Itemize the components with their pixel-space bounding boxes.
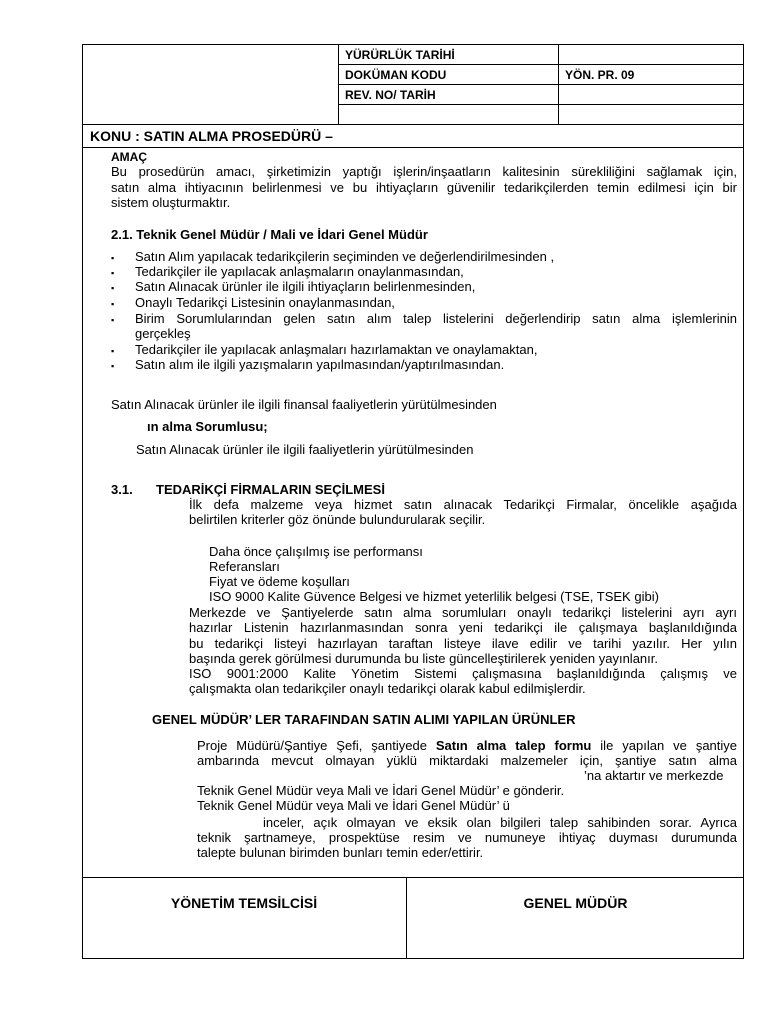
genel-line-7: teknik şartnameye, prospektüse resim ve numuneye ihtiyaç duyması durumunda — [197, 830, 737, 845]
section-31-intro-2: belirtilen kriterler göz önünde bulundurularak seçilir. — [189, 512, 486, 527]
bullet-item: Onaylı Tedarikçi Listesinin onaylanmasından, — [135, 295, 395, 310]
title-bottom-line — [82, 147, 744, 148]
criteria-item: ISO 9000 Kalite Güvence Belgesi ve hizmet yeterlilik belgesi (TSE, TSEK gibi) — [209, 589, 659, 604]
header-label-doc-code: DOKÜMAN KODU — [345, 68, 447, 82]
section-21-heading: 2.1. Teknik Genel Müdür / Mali ve İdari Genel Müdür — [111, 227, 428, 242]
genel-section-heading: GENEL MÜDÜR’ LER TARAFINDAN SATIN ALIMI YAPILAN ÜRÜNLER — [152, 712, 576, 727]
genel-line-8: talepte bulunan birimden bunları temin eder/ettirir. — [197, 845, 484, 860]
section-31-paragraph-line: Merkezde ve Şantiyelerde satın alma sorumluları onaylı tedarikçi listelerini ayrı ayrı — [189, 605, 737, 620]
genel-line-4: Teknik Genel Müdür veya Mali ve İdari Genel Müdür’ e gönderir. — [197, 783, 565, 798]
sorumlu-line: Satın Alınacak ürünler ile ilgili faaliyetlerin yürütülmesinden — [136, 442, 474, 457]
genel-line-5: Teknik Genel Müdür veya Mali ve İdari Genel Müdür’ ü — [197, 798, 510, 813]
header-label-rev: REV. NO/ TARİH — [345, 88, 436, 102]
section-31-paragraph-line: çalışmakta olan tedarikçiler onaylı tedarikçi olarak kabul edilmişlerdir. — [189, 681, 586, 696]
section-31-paragraph-line: ISO 9001:2000 Kalite Yönetim Sistemi çalışmasına başlanıldığında çalışmış ve — [189, 666, 737, 681]
section-31-intro-1: İlk defa malzeme veya hizmet satın alınacak Tedarikçi Firmalar, öncelikle aşağıda — [189, 497, 737, 512]
bullet-marker: ▪ — [111, 315, 115, 325]
section-31-paragraph-line: bu tedarikçi listeyi hazırlayan taraftan listeye ilave edilir ve tarihi yazılır. Her yılın — [189, 636, 737, 651]
genel-line-1: Proje Müdürü/Şantiye Şefi, şantiyede Satın alma talep formu ile yapılan ve şantiye — [197, 738, 738, 753]
genel-line-3: ’na aktartır ve merkezde — [584, 768, 724, 783]
footer-top-line — [82, 877, 744, 878]
header-row-line-3 — [338, 104, 744, 105]
amac-line-3: sistem oluşturmaktır. — [111, 195, 231, 210]
criteria-item: Fiyat ve ödeme koşulları — [209, 574, 350, 589]
bullet-marker: ▪ — [111, 346, 115, 356]
bullet-marker: ▪ — [111, 299, 115, 309]
criteria-item: Referansları — [209, 559, 280, 574]
section-31-paragraph-line: hazırlar Listenin hazırlanmasından sonra yeni tedarikçi ile çalışmaya başlanıldığında — [189, 620, 737, 635]
footer-general-manager: GENEL MÜDÜR — [523, 895, 628, 911]
bullet-marker: ▪ — [111, 268, 115, 278]
amac-heading: AMAÇ — [111, 150, 147, 164]
header-row-line-1 — [338, 64, 744, 65]
bullet-item: Satın alım ile ilgili yazışmaların yapılmasından/yaptırılmasından. — [135, 357, 505, 372]
genel-line-6: inceler, açık olmayan ve eksik olan bilgileri talep sahibinden sorar. Ayrıca — [263, 815, 737, 830]
amac-line-2: satın alma ihtiyacının belirlenmesi ve bu ihtiyaçların güvenilir tedarikçilerden temin edilmesi için bir — [111, 180, 737, 195]
page-title: KONU : SATIN ALMA PROSEDÜRÜ – — [90, 128, 333, 144]
bullet-marker: ▪ — [111, 361, 115, 371]
bullet-item: Birim Sorumlularından gelen satın alım talep listelerini değerlendirip satın alma işlemlerinin — [135, 311, 737, 326]
footer-divider — [406, 877, 407, 959]
header-value-doc-code: YÖN. PR. 09 — [565, 68, 635, 82]
sorumlu-heading: ın alma Sorumlusu; — [147, 419, 268, 434]
footer-management-representative: YÖNETİM TEMSİLCİSİ — [170, 895, 318, 911]
bullet-marker: ▪ — [111, 283, 115, 293]
bullet-item: Tedarikçiler ile yapılacak anlaşmaları hazırlamaktan ve onaylamaktan, — [135, 342, 538, 357]
bullet-item: Satın Alınacak ürünler ile ilgili ihtiyaçların belirlenmesinden, — [135, 279, 476, 294]
header-bottom-line — [82, 124, 744, 125]
header-row-line-2 — [338, 84, 744, 85]
section-31-paragraph-line: başında gerek görülmesi durumunda bu liste güncelleştirilerek yeniden yayınlanır. — [189, 651, 658, 666]
bullet-item-continuation: gerçekleş — [135, 326, 191, 341]
bullet-item: Satın Alım yapılacak tedarikçilerin seçiminden ve değerlendirilmesinden , — [135, 249, 555, 264]
header-label-effective-date: YÜRÜRLÜK TARİHİ — [345, 48, 455, 62]
bullet-item: Tedarikçiler ile yapılacak anlaşmaların onaylanmasından, — [135, 264, 464, 279]
bullet-marker: ▪ — [111, 253, 115, 263]
criteria-item: Daha önce çalışılmış ise performansı — [209, 544, 423, 559]
genel-line-2: ambarında mevcut olmayan yüklü miktardaki malzemeler için, şantiye satın alma — [197, 753, 737, 768]
amac-line-1: Bu prosedürün amacı, şirketimizin yaptığı işlerin/inşaatların kalitesinin sürekliliğini sağlamak için, — [111, 164, 737, 179]
section-31-heading: TEDARİKÇİ FİRMALARIN SEÇİLMESİ — [156, 482, 385, 497]
section-31-number: 3.1. — [111, 482, 133, 497]
finance-line: Satın Alınacak ürünler ile ilgili finansal faaliyetlerin yürütülmesinden — [111, 397, 497, 412]
